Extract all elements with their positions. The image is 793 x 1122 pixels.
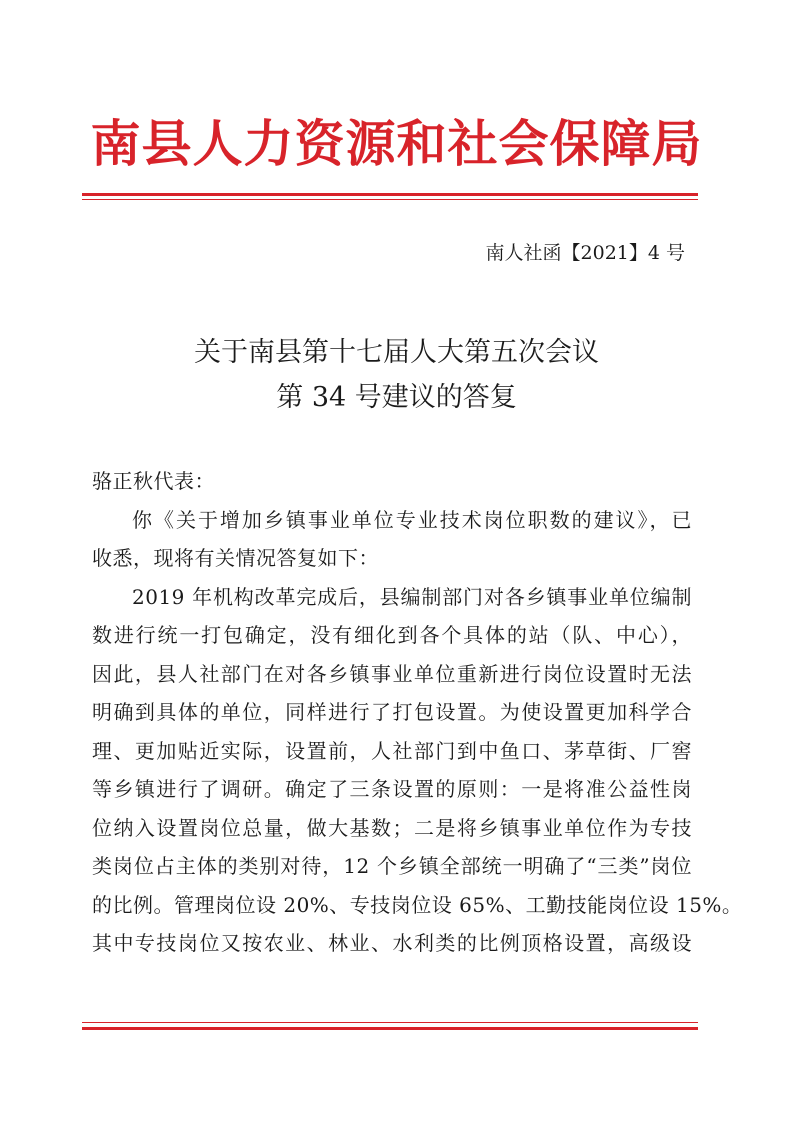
body-line: 2019 年机构改革完成后，县编制部门对各乡镇事业单位编制: [132, 584, 692, 609]
body-line: 你《关于增加乡镇事业单位专业技术岗位职数的建议》，已: [132, 507, 692, 532]
document-body: [92, 462, 743, 963]
body-line: 理、更加贴近实际，设置前，人社部门到中鱼口、茅草街、厂窖: [92, 738, 692, 763]
agency-header-title: 南县人力资源和社会保障局: [90, 114, 703, 173]
header-red-rule-thick: [82, 193, 698, 196]
body-line: 数进行统一打包确定，没有细化到各个具体的站（队、中心），: [92, 623, 692, 647]
footer-red-rule-thin: [82, 1022, 698, 1023]
header-red-rule-thin: [82, 199, 698, 200]
body-line: 因此，县人社部门在对各乡镇事业单位重新进行岗位设置时无法: [92, 661, 692, 686]
body-line: 位纳入设置岗位总量，做大基数；二是将乡镇事业单位作为专技: [92, 815, 692, 840]
footer-red-rule-thick: [82, 1027, 698, 1030]
salutation: 骆正秋代表：: [92, 469, 215, 493]
body-line: 等乡镇进行了调研。确定了三条设置的原则：一是将准公益性岗: [92, 777, 692, 801]
body-line: 收悉，现将有关情况答复如下：: [92, 546, 379, 570]
document-number: 南人社函【2021】4 号: [485, 242, 685, 264]
document-title-line-2: 第 34 号建议的答复: [276, 382, 517, 413]
document-title-line-1: 关于南县第十七届人大第五次会议: [194, 337, 599, 368]
body-line: 明确到具体的单位，同样进行了打包设置。为使设置更加科学合: [92, 700, 692, 724]
body-line: 类岗位占主体的类别对待，12 个乡镇全部统一明确了“三类”岗位: [92, 854, 692, 878]
body-line: 的比例。管理岗位设 20%、专技岗位设 65%、工勤技能岗位设 15%。: [92, 892, 743, 917]
body-line: 其中专技岗位又按农业、林业、水利类的比例顶格设置，高级设: [92, 931, 692, 955]
